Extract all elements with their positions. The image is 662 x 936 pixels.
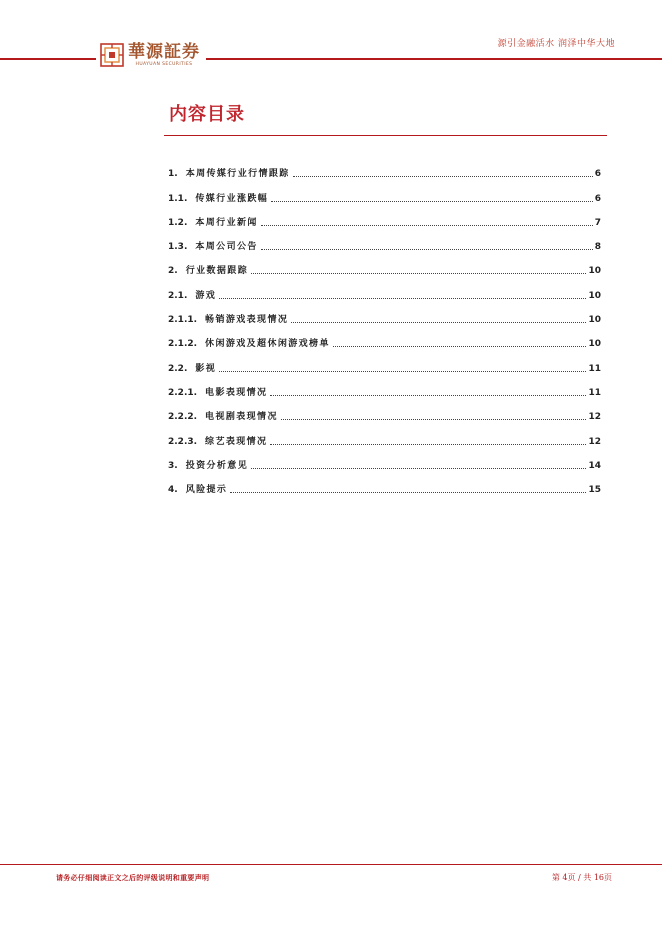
toc-dot-leader (219, 370, 586, 372)
toc-entry-page: 10 (588, 315, 601, 326)
toc-entry-label: 电影表现情况 (205, 387, 268, 398)
toc-entry[interactable] (168, 204, 601, 228)
toc-entry[interactable] (168, 471, 601, 495)
toc-entry-label: 电视剧表现情况 (205, 412, 278, 423)
toc-dot-leader (293, 175, 593, 177)
toc-entry-label: 休闲游戏及超休闲游戏榜单 (205, 339, 330, 350)
toc-entry-number: 1.1. (168, 193, 188, 204)
logo-seal-icon (100, 43, 124, 67)
toc-entry-label: 本周行业新闻 (195, 217, 258, 228)
toc-entry-label: 影视 (195, 363, 217, 374)
toc-entry-number: 2.1. (168, 290, 188, 301)
toc-entry-page: 10 (588, 290, 601, 301)
toc-entry-number: 2.2.3. (168, 436, 198, 447)
toc-entry-number: 1.2. (168, 217, 188, 228)
footer-page-info: 第 4页 / 共 16页 (551, 873, 612, 882)
toc-entry-number: 1. (168, 169, 178, 180)
toc-title: 内容目录 (169, 104, 245, 125)
header-rule-left (0, 58, 96, 60)
toc-entry[interactable] (168, 398, 601, 422)
toc-entry-label: 综艺表现情况 (205, 436, 268, 447)
toc-entry-label: 行业数据跟踪 (185, 266, 249, 277)
toc-dot-leader (271, 200, 593, 202)
toc-dot-leader (261, 224, 593, 226)
company-logo (100, 43, 200, 71)
toc-entry-label: 游戏 (195, 290, 217, 301)
toc-entry-page: 7 (594, 217, 601, 228)
toc-dot-leader (281, 418, 587, 420)
toc-list (168, 155, 601, 495)
toc-entry-page: 6 (594, 193, 601, 204)
toc-dot-leader (333, 345, 587, 347)
toc-entry[interactable] (168, 276, 601, 300)
toc-entry[interactable] (168, 374, 601, 398)
toc-entry-page: 11 (588, 387, 601, 398)
toc-entry-page: 8 (594, 242, 601, 253)
toc-entry-number: 2.1.1. (168, 315, 198, 326)
toc-entry[interactable] (168, 349, 601, 373)
toc-entry[interactable] (168, 301, 601, 325)
toc-entry-number: 1.3. (168, 242, 188, 253)
toc-dot-leader (219, 297, 586, 299)
toc-dot-leader (230, 491, 586, 493)
toc-entry-page: 10 (588, 339, 601, 350)
toc-entry-label: 本周传媒行业行情跟踪 (185, 169, 290, 180)
toc-entry-label: 本周公司公告 (195, 242, 258, 253)
toc-dot-leader (261, 248, 593, 250)
toc-entry-number: 2.1.2. (168, 339, 198, 350)
toc-entry-label: 风险提示 (185, 485, 228, 496)
toc-entry[interactable] (168, 228, 601, 252)
toc-entry-number: 2. (168, 266, 178, 277)
toc-entry-page: 12 (588, 436, 601, 447)
toc-dot-leader (270, 443, 586, 445)
toc-entry-label: 投资分析意见 (185, 460, 249, 471)
toc-entry-page: 10 (588, 266, 601, 277)
toc-dot-leader (251, 272, 586, 274)
footer-disclaimer: 请务必仔细阅读正文之后的评级说明和重要声明 (56, 874, 210, 882)
toc-entry-page: 6 (594, 169, 601, 180)
toc-entry[interactable] (168, 422, 601, 446)
toc-entry-number: 2.2.2. (168, 412, 198, 423)
header-rule-right (206, 58, 662, 60)
toc-entry-number: 3. (168, 460, 178, 471)
toc-entry-page: 11 (588, 363, 601, 374)
toc-entry-page: 15 (588, 485, 601, 496)
toc-entry[interactable] (168, 325, 601, 349)
toc-entry-page: 14 (588, 460, 601, 471)
toc-entry-page: 12 (588, 412, 601, 423)
logo-english-name: HUAYUAN SECURITIES (135, 62, 193, 67)
header-slogan: 源引金融活水 润泽中华大地 (497, 39, 615, 49)
toc-entry[interactable] (168, 179, 601, 203)
toc-entry[interactable] (168, 447, 601, 471)
toc-title-rule (164, 135, 607, 136)
toc-dot-leader (270, 394, 586, 396)
toc-entry[interactable] (168, 252, 601, 276)
toc-entry-number: 4. (168, 485, 178, 496)
toc-entry-number: 2.2.1. (168, 387, 198, 398)
toc-entry-label: 传媒行业涨跌幅 (195, 193, 269, 204)
toc-entry-label: 畅销游戏表现情况 (205, 315, 289, 326)
footer-rule (0, 864, 662, 865)
toc-dot-leader (291, 321, 586, 323)
toc-dot-leader (251, 467, 586, 469)
toc-entry[interactable] (168, 155, 601, 179)
toc-entry-number: 2.2. (168, 363, 188, 374)
logo-chinese-name: 華源証券 (128, 42, 200, 62)
